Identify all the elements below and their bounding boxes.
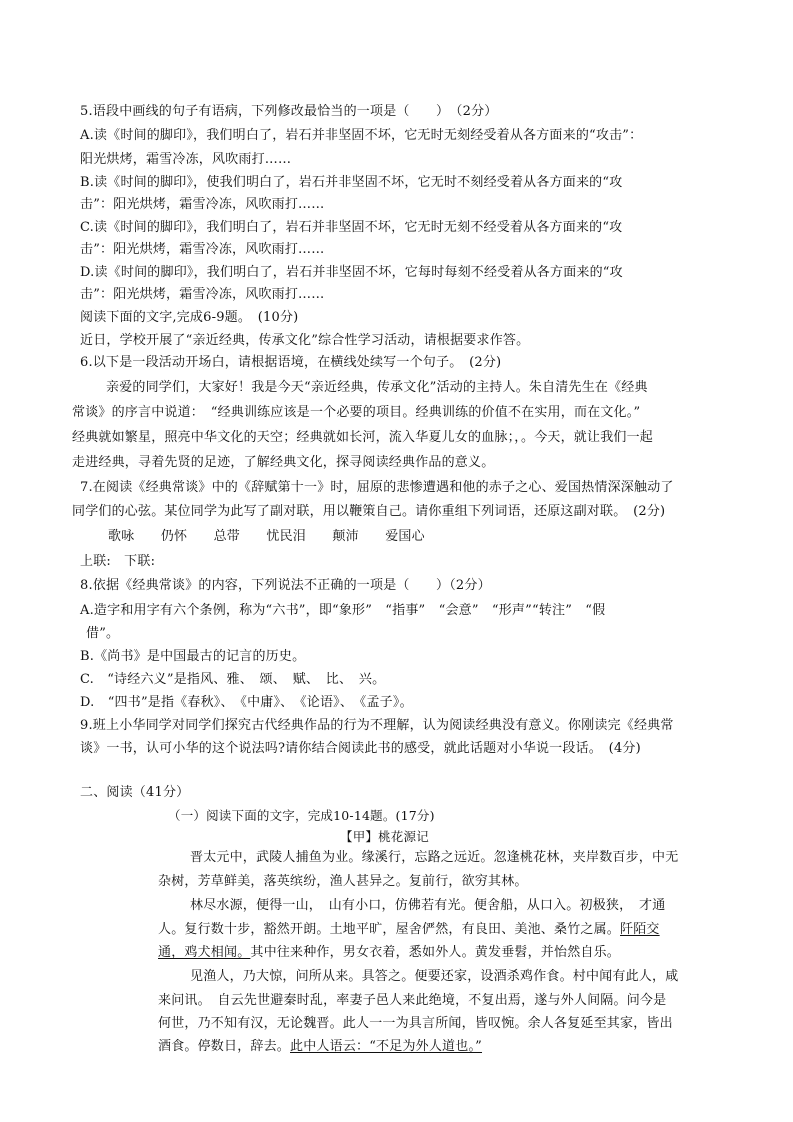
q8-option-d: D. “四书”是指《春秋》、 《中庸》、 《论语》、 《孟子》。 <box>80 695 413 710</box>
q6-paragraph-line4: 走进经典，寻着先贤的足迹，了解经典文化，探寻阅读经典作品的意义。 <box>72 455 495 470</box>
reading-intro-line1: 阅读下面的文字,完成6-9题。 (10分) <box>80 310 299 325</box>
passage-p3-line3: 何世，乃不知有汉，无论魏晋。此人一一为具言所闻，皆叹惋。余人各复延至其家，皆出 <box>158 1016 673 1031</box>
passage-p1-line2: 杂树，芳草鲜美，落英缤纷，渔人甚异之。复前行，欲穷其林。 <box>158 874 528 889</box>
q6-paragraph-line3: 经典就如繁星，照亮中华文化的天空；经典就如长河，流入华夏儿女的血脉；，。今天，就让我们一起 <box>72 430 654 445</box>
q5-option-b-line2: 击”：阳光烘烤，霜雪冷冻，风吹雨打…… <box>80 197 325 212</box>
q8-option-a-line1: A.造字和用字有六个条例，称为“六书”，即“象形” “指事” “会意” “形声”“转注” “假 <box>80 603 606 618</box>
passage-p3-underlined-quote: 此中人语云：“不足为外人道也。” <box>290 1039 483 1054</box>
q5-option-d-line1: D.读《时间的脚印》，我们明白了，岩石并非坚固不坏，它每时每刻不经受着从各方面来的“攻 <box>80 265 623 280</box>
q5-option-a-line1: A.读《时间的脚印》，我们明白了，岩石并非坚固不坏，它无时无刻经受着从各方面来的“攻击”： <box>80 128 643 143</box>
section2-title: 二、阅读（41分） <box>80 785 190 800</box>
q5-option-b-line1: B.读《时间的脚印》，使我们明白了，岩石并非坚固不坏，它无时不刻经受着从各方面来的“攻 <box>80 175 623 190</box>
q7-stem-line1: 7.在阅读《经典常谈》中的《辞赋第十一》时，屈原的悲惨遭遇和他的赤子之心、爱国热情深深触动了 <box>80 480 674 495</box>
q5-stem: 5.语段中画线的句子有语病，下列修改最恰当的一项是（ ） （2分） <box>80 104 498 119</box>
q6-stem: 6.以下是一段活动开场白，请根据语境，在横线处续写一个句子。 (2分) <box>80 355 502 370</box>
passage-p2-line2 <box>158 922 660 938</box>
passage-p3-line4-text: 酒食。停数日，辞去。 <box>158 1039 291 1054</box>
q5-option-c-line1: C.读《时间的脚印》，我们明白了，岩石并非坚固不坏，它无时无刻不经受着从各方面来的“攻 <box>80 220 623 235</box>
q8-option-c: C. “诗经六义”是指风、雅、 颂、 赋、 比、 兴。 <box>80 672 386 687</box>
q6-paragraph-line2: 常谈》的序言中说道： “经典训练应该是一个必要的项目。经典训练的价值不在实用，而在文化。” <box>72 405 641 420</box>
q8-stem: 8.依据《经典常谈》的内容，下列说法不正确的一项是（ ）（2分） <box>80 578 491 593</box>
q5-option-c-line2: 击”：阳光烘烤，霜雪冷冻，风吹雨打…… <box>80 242 325 257</box>
q9-line1: 9.班上小华同学对同学们探究古代经典作品的行为不理解，认为阅读经典没有意义。你刚读完《经典常 <box>80 718 674 733</box>
q8-option-a-line2: 借”。 <box>86 626 120 641</box>
passage-p3-line4 <box>158 1039 482 1055</box>
passage-p2-line1: 林尽水源，便得一山， 山有小口，仿佛若有光。便舍船，从口入。初极狭， 才通 <box>190 898 666 913</box>
passage-p2-line3-text: 其中往来种作，男女衣着，悉如外人。黄发垂髫，并怡然自乐。 <box>250 945 621 960</box>
section2-subheading: （一）阅读下面的文字，完成10-14题。(17分) <box>168 808 435 823</box>
passage-p2-line3 <box>158 945 620 961</box>
q7-word-bank: 歌咏 仍怀 总带 忧民泪 颠沛 爱国心 <box>108 529 425 544</box>
passage-title: 【甲】桃花源记 <box>340 829 429 844</box>
passage-p2-underlined-part1: 阡陌交 <box>620 922 660 937</box>
passage-p2-underlined-part2: 通，鸡犬相闻。 <box>158 945 251 960</box>
reading-intro-line2: 近日，学校开展了“亲近经典，传承文化”综合性学习活动，请根据要求作答。 <box>80 333 530 348</box>
q7-stem-line2: 同学们的心弦。某位同学为此写了副对联，用以鞭策自己。请你重组下列词语，还原这副对联。 (2分) <box>72 504 666 519</box>
q9-line2: 谈》一书，认可小华的这个说法吗?请你结合阅读此书的感受，就此话题对小华说一段话。 (4分) <box>80 741 641 756</box>
passage-p2-line2-text: 人。复行数十步，豁然开朗。土地平旷，屋舍俨然，有良田、美池、桑竹之属。 <box>158 922 621 937</box>
passage-p3-line2: 来问讯。 自云先世避秦时乱，率妻子邑人来此绝境，不复出焉，遂与外人间隔。问今是 <box>158 993 667 1008</box>
passage-p1-line1: 晋太元中，武陵人捕鱼为业。缘溪行，忘路之远近。忽逢桃花林，夹岸数百步，中无 <box>190 850 679 865</box>
q7-couplet-blanks: 上联: 下联: <box>80 554 156 569</box>
q5-option-d-line2: 击”：阳光烘烤，霜雪冷冻，风吹雨打…… <box>80 287 325 302</box>
passage-p3-line1: 见渔人，乃大惊，问所从来。具答之。便要还家，设酒杀鸡作食。村中闻有此人，咸 <box>190 969 679 984</box>
q5-option-a-line2: 阳光烘烤，霜雪冷冻，风吹雨打…… <box>80 152 292 167</box>
q8-option-b: B.《尚书》是中国最古的记言的历史。 <box>80 649 306 664</box>
q6-paragraph-line1: 亲爱的同学们，大家好！我是今天“亲近经典，传承文化”活动的主持人。朱自清先生在《经典 <box>106 380 648 395</box>
